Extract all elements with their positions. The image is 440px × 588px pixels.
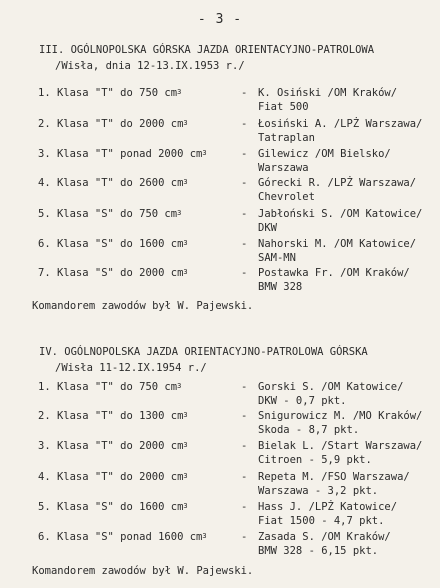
winner-name: Postawka Fr. /OM Kraków/ (258, 267, 410, 279)
winner-car: Tatraplan (258, 132, 315, 144)
class-label: 1. Klasa "T" do 750 cm (38, 87, 178, 99)
separator-dash: - (241, 531, 248, 543)
class-label: 3. Klasa "T" ponad 2000 cm (38, 148, 203, 160)
winner-car: DKW - 0,7 pkt. (258, 395, 347, 407)
section-subtitle: /Wisła, dnia 12-13.IX.1953 r./ (55, 60, 245, 72)
unit-superscript: 3 (202, 532, 207, 540)
winner-name: Zasada S. /OM Kraków/ (258, 531, 391, 543)
separator-dash: - (241, 87, 248, 99)
class-label: 2. Klasa "T" do 1300 cm (38, 410, 184, 422)
winner-car: BMW 328 - 6,15 pkt. (258, 545, 379, 557)
winner-car: Warszawa - 3,2 pkt. (258, 485, 379, 497)
unit-superscript: 3 (183, 441, 188, 449)
winner-car: Citroen - 5,9 pkt. (258, 454, 372, 466)
class-label: 6. Klasa "S" do 1600 cm (38, 238, 184, 250)
winner-name: Bielak L. /Start Warszawa/ (258, 440, 423, 452)
winner-car: Warszawa (258, 162, 309, 174)
separator-dash: - (241, 238, 248, 250)
unit-superscript: 3 (183, 502, 188, 510)
winner-car: Chevrolet (258, 191, 315, 203)
class-label: 7. Klasa "S" do 2000 cm (38, 267, 184, 279)
separator-dash: - (241, 440, 248, 452)
page-number: - 3 - (197, 12, 243, 27)
winner-car: DKW (258, 222, 277, 234)
winner-name: K. Osiński /OM Kraków/ (258, 87, 398, 99)
separator-dash: - (241, 410, 248, 422)
winner-name: Jabłoński S. /OM Katowice/ (258, 208, 423, 220)
class-label: 5. Klasa "S" do 750 cm (38, 208, 178, 220)
separator-dash: - (241, 177, 248, 189)
separator-dash: - (241, 208, 248, 220)
unit-superscript: 3 (183, 239, 188, 247)
class-label: 3. Klasa "T" do 2000 cm (38, 440, 184, 452)
winner-name: Hass J. /LPŻ Katowice/ (258, 501, 398, 513)
unit-superscript: 3 (183, 411, 188, 419)
separator-dash: - (241, 501, 248, 513)
winner-name: Repeta M. /FSO Warszawa/ (258, 471, 410, 483)
winner-name: Gilewicz /OM Bielsko/ (258, 148, 391, 160)
class-label: 6. Klasa "S" ponad 1600 cm (38, 531, 203, 543)
unit-superscript: 3 (183, 472, 188, 480)
separator-dash: - (241, 148, 248, 160)
section-subtitle: /Wisła 11-12.IX.1954 r./ (55, 362, 207, 374)
section-footer: Komandorem zawodów był W. Pajewski. (32, 300, 254, 312)
winner-name: Łosiński A. /LPŻ Warszawa/ (258, 118, 423, 130)
separator-dash: - (241, 118, 248, 130)
section-title: III. OGÓLNOPOLSKA GÓRSKA JAZDA ORIENTACYJNO-PATROLOWA (39, 44, 375, 56)
unit-superscript: 3 (177, 88, 182, 96)
section-footer: Komandorem zawodów był W. Pajewski. (32, 565, 254, 577)
winner-name: Gorski S. /OM Katowice/ (258, 381, 404, 393)
winner-car: Skoda - 8,7 pkt. (258, 424, 360, 436)
winner-car: Fiat 1500 - 4,7 pkt. (258, 515, 385, 527)
unit-superscript: 3 (177, 209, 182, 217)
winner-car: SAM-MN (258, 252, 296, 264)
class-label: 2. Klasa "T" do 2000 cm (38, 118, 184, 130)
unit-superscript: 3 (183, 268, 188, 276)
unit-superscript: 3 (202, 149, 207, 157)
unit-superscript: 3 (177, 382, 182, 390)
class-label: 4. Klasa "T" do 2600 cm (38, 177, 184, 189)
winner-name: Nahorski M. /OM Katowice/ (258, 238, 417, 250)
winner-name: Górecki R. /LPŻ Warszawa/ (258, 177, 417, 189)
class-label: 4. Klasa "T" do 2000 cm (38, 471, 184, 483)
separator-dash: - (241, 471, 248, 483)
winner-car: Fiat 500 (258, 101, 309, 113)
section-title: IV. OGÓLNOPOLSKA JAZDA ORIENTACYJNO-PATROLOWA GÓRSKA (39, 346, 368, 358)
winner-car: BMW 328 (258, 281, 303, 293)
unit-superscript: 3 (183, 178, 188, 186)
unit-superscript: 3 (183, 119, 188, 127)
winner-name: Snigurowicz M. /MO Kraków/ (258, 410, 423, 422)
class-label: 1. Klasa "T" do 750 cm (38, 381, 178, 393)
separator-dash: - (241, 381, 248, 393)
separator-dash: - (241, 267, 248, 279)
class-label: 5. Klasa "S" do 1600 cm (38, 501, 184, 513)
